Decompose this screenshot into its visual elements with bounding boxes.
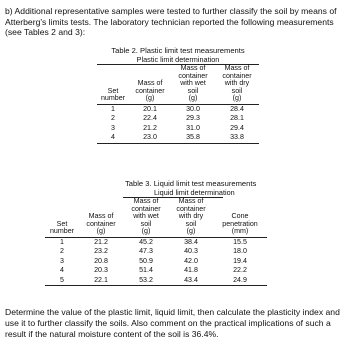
- table-cell: 18.0: [233, 247, 247, 256]
- header-line: penetration: [222, 219, 258, 228]
- header-line: Mass of: [88, 212, 114, 221]
- header-line: container: [176, 204, 206, 213]
- header-line: (g): [96, 227, 106, 236]
- table-cell: 4: [60, 266, 64, 275]
- column-header: [129, 65, 171, 104]
- table-cell: 42.0: [184, 256, 198, 265]
- header-line: container: [86, 219, 116, 228]
- header-line: container: [178, 71, 208, 80]
- header-line: container: [131, 204, 161, 213]
- table-cell: 35.8: [171, 133, 215, 143]
- table-cell: 3: [60, 256, 64, 265]
- header-line: with wet: [133, 212, 159, 221]
- table-row: [97, 114, 259, 123]
- table-cell: 31.0: [186, 123, 200, 132]
- table-3-grid: [45, 198, 267, 286]
- table-2: [97, 47, 259, 144]
- table-3-title: Table 3. Liquid limit test measurements: [125, 179, 257, 188]
- table-cell: 2: [111, 114, 115, 123]
- table-cell: 20.8: [94, 256, 108, 265]
- header-line: soil: [140, 219, 152, 228]
- header-line: (g): [186, 227, 196, 236]
- table-2-grid: [97, 65, 259, 144]
- table-cell: 29.3: [186, 114, 200, 123]
- table-cell: 23.2: [94, 247, 108, 256]
- table-cell: 51.4: [139, 266, 153, 275]
- header-line: container: [135, 86, 165, 95]
- header-line: Set: [107, 86, 119, 95]
- column-header: [215, 65, 259, 104]
- header-line: (g): [188, 94, 198, 103]
- table-cell: 23.0: [129, 133, 171, 143]
- header-line: soil: [185, 219, 197, 228]
- table-row: [97, 124, 259, 133]
- table-cell: 40.3: [184, 247, 198, 256]
- table-cell: 43.4: [169, 276, 213, 286]
- header-line: with wet: [180, 79, 206, 88]
- table-row: [97, 104, 259, 114]
- table-cell: 21.2: [143, 123, 157, 132]
- table-cell: 20.3: [94, 266, 108, 275]
- header-line: (g): [145, 94, 155, 103]
- header-line: container: [222, 71, 252, 80]
- header-line: Mass of: [178, 197, 204, 205]
- table-cell: 41.8: [184, 266, 198, 275]
- column-header: [45, 198, 79, 237]
- table-row: [45, 276, 267, 286]
- table-cell: 22.1: [79, 276, 123, 286]
- header-row: [45, 198, 267, 237]
- table-cell: 22.4: [143, 114, 157, 123]
- header-line: with dry: [224, 79, 250, 88]
- column-header: [171, 65, 215, 104]
- header-line: Set: [56, 219, 68, 228]
- table-cell: 4: [97, 133, 129, 143]
- table-row: [45, 237, 267, 247]
- table-cell: 50.9: [139, 256, 153, 265]
- column-header: [97, 65, 129, 104]
- header-line: Cone: [231, 212, 249, 221]
- table-cell: 5: [45, 276, 79, 286]
- table-cell: 38.4: [184, 237, 198, 246]
- column-header: [79, 198, 123, 237]
- table-cell: 53.2: [123, 276, 169, 286]
- header-line: Mass of: [133, 197, 159, 205]
- header-line: soil: [187, 86, 199, 95]
- header-line: Mass of: [224, 64, 250, 72]
- table-cell: 28.4: [230, 104, 244, 113]
- table-cell: 28.1: [230, 114, 244, 123]
- table-3: [45, 180, 267, 286]
- table-cell: 3: [111, 123, 115, 132]
- header-line: Mass of: [137, 79, 163, 88]
- table-2-subtitle: Plastic limit determination: [136, 54, 220, 64]
- table-cell: 20.1: [143, 104, 157, 113]
- table-cell: 24.9: [213, 276, 267, 286]
- table-cell: 2: [60, 247, 64, 256]
- header-line: Mass of: [180, 64, 206, 72]
- header-line: (g): [141, 227, 151, 236]
- table-2-title: Table 2. Plastic limit test measurements: [111, 46, 245, 55]
- table-cell: 22.2: [233, 266, 247, 275]
- table-row: [45, 257, 267, 266]
- table-row: [45, 247, 267, 256]
- table-3-subtitle: Liquid limit determination: [154, 187, 235, 197]
- table-cell: 33.8: [215, 133, 259, 143]
- column-header: [213, 198, 267, 237]
- table-cell: 45.2: [139, 237, 153, 246]
- header-line: (g): [232, 94, 242, 103]
- intro-paragraph: b) Additional representative samples were tested to further classify the soil by means of Atterberg's limits tests. The laboratory technician reported the following measurements (see Tables 2 and 3):: [5, 6, 337, 38]
- header-line: (mm): [231, 227, 249, 236]
- header-row: [97, 65, 259, 104]
- table-cell: 1: [60, 237, 64, 246]
- table-cell: 47.3: [139, 247, 153, 256]
- table-cell: 21.2: [94, 237, 108, 246]
- column-header: [123, 198, 169, 237]
- table-cell: 1: [111, 104, 115, 113]
- header-line: with dry: [178, 212, 204, 221]
- question-paragraph: Determine the value of the plastic limit, liquid limit, then calculate the plasticity index and use it to further classify the soils. Also comment on the practical implications of such a result if the natural moisture content of the soil is 36.4%.: [5, 307, 340, 339]
- table-row: [45, 266, 267, 275]
- table-cell: 19.4: [233, 256, 247, 265]
- table-cell: 29.4: [230, 123, 244, 132]
- header-line: soil: [231, 86, 243, 95]
- header-line: number: [49, 227, 75, 236]
- table-row: [97, 133, 259, 143]
- column-header: [169, 198, 213, 237]
- table-cell: 15.5: [233, 237, 247, 246]
- table-cell: 30.0: [186, 104, 200, 113]
- header-line: number: [100, 94, 126, 103]
